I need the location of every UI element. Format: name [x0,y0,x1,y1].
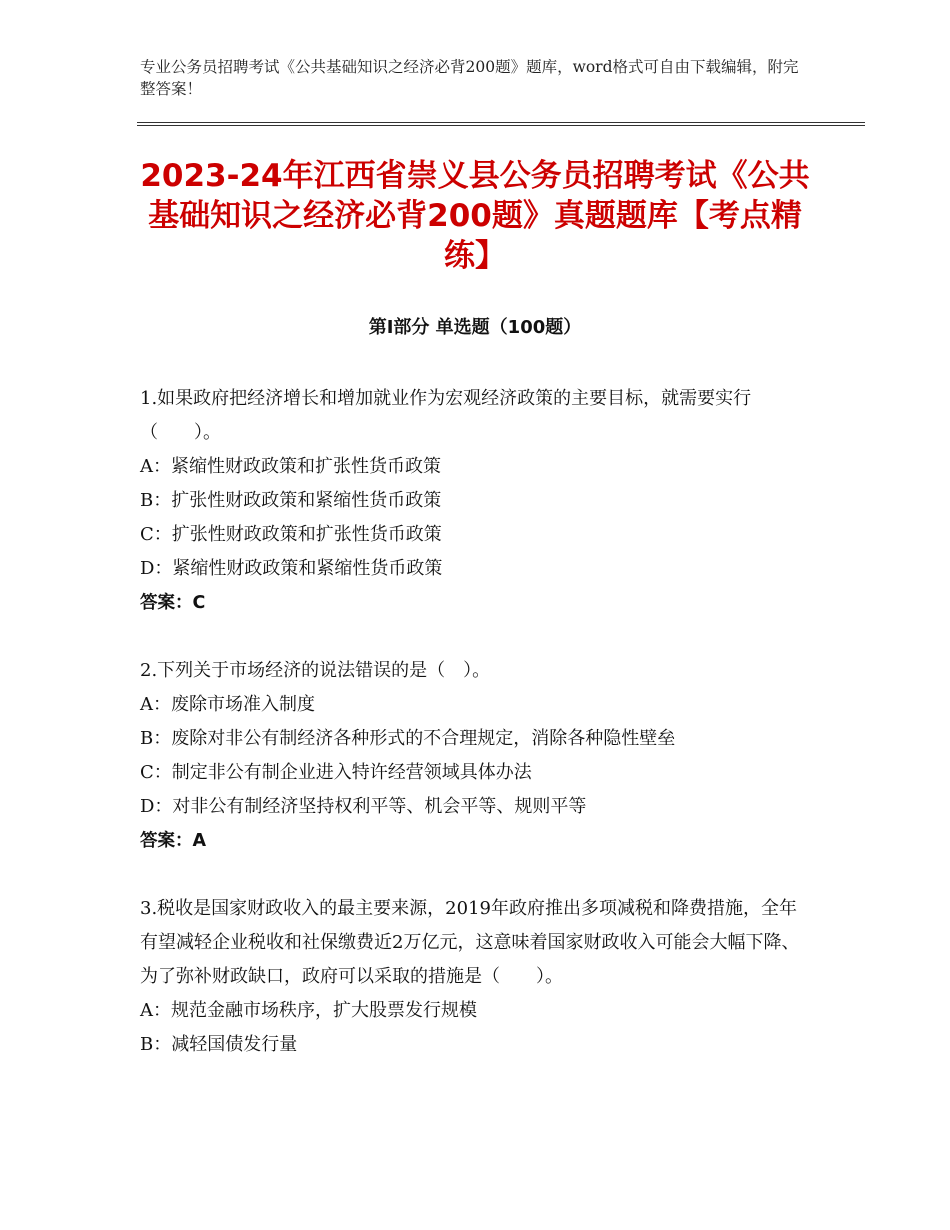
question-3 [140,892,810,1062]
option-a: A：紧缩性财政政策和扩张性货币政策 [140,456,441,477]
header-note: 专业公务员招聘考试《公共基础知识之经济必背200题》题库，word格式可自由下载编辑，附完整答案！ [140,58,799,98]
question-1 [140,382,810,620]
option-a: A：规范金融市场秩序，扩大股票发行规模 [140,1000,477,1021]
option-d: D：紧缩性财政政策和紧缩性货币政策 [140,558,443,579]
question-stem: 1.如果政府把经济增长和增加就业作为宏观经济政策的主要目标，就需要实行（ ）。 [140,388,752,443]
option-c: C：扩张性财政政策和扩张性货币政策 [140,524,442,545]
question-2 [140,654,810,858]
option-a: A：废除市场准入制度 [140,694,315,715]
answer: 答案：C [140,593,206,613]
option-c: C：制定非公有制企业进入特许经营领域具体办法 [140,762,532,783]
option-b: B：废除对非公有制经济各种形式的不合理规定，消除各种隐性壁垒 [140,728,676,749]
header-divider [137,122,865,123]
option-b: B：扩张性财政政策和紧缩性货币政策 [140,490,442,511]
document-title: 2023-24年江西省崇义县公务员招聘考试《公共基础知识之经济必背200题》真题题库【考点精练】 [140,158,810,274]
question-stem: 3.税收是国家财政收入的最主要来源，2019年政府推出多项减税和降费措施，全年有望减轻企业税收和社保缴费近2万亿元，这意味着国家财政收入可能会大幅下降、为了弥补财政缺口，政府可以采取的措施是（ ）。 [140,898,800,987]
answer: 答案：A [140,831,207,851]
section-title: 第Ⅰ部分 单选题（100题） [368,317,582,338]
option-d: D：对非公有制经济坚持权利平等、机会平等、规则平等 [140,796,587,817]
question-stem: 2.下列关于市场经济的说法错误的是（ ）。 [140,660,491,681]
header-divider-secondary [137,125,865,126]
option-b: B：减轻国债发行量 [140,1034,298,1055]
